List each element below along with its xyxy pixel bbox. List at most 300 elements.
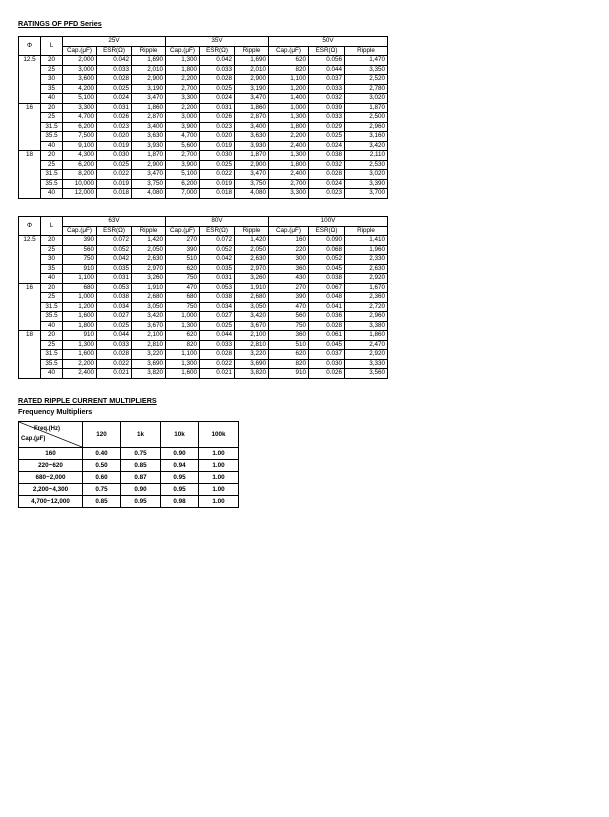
value-cell: 0.033 bbox=[97, 340, 132, 350]
value-cell: 0.045 bbox=[309, 340, 345, 350]
value-cell: 0.030 bbox=[200, 151, 235, 161]
table-row bbox=[19, 302, 388, 312]
value-cell: 220 bbox=[269, 245, 309, 255]
table-row bbox=[19, 245, 388, 255]
value-cell: 2,900 bbox=[132, 160, 166, 170]
multiplier-cell: 0.40 bbox=[83, 448, 121, 460]
value-cell: 0.052 bbox=[97, 245, 132, 255]
value-cell: 1,410 bbox=[345, 236, 388, 246]
value-cell: 1,690 bbox=[235, 56, 269, 66]
value-cell: 0.037 bbox=[309, 75, 345, 85]
value-cell: 2,630 bbox=[235, 255, 269, 265]
table-row bbox=[19, 179, 388, 189]
value-cell: 0.026 bbox=[309, 369, 345, 379]
value-cell: 10,000 bbox=[63, 179, 97, 189]
value-cell: 2,900 bbox=[132, 75, 166, 85]
value-cell: 0.072 bbox=[200, 236, 235, 246]
cap-header: Cap.(μF) bbox=[63, 46, 97, 56]
capacitance-range-cell: 4,700~12,000 bbox=[19, 496, 83, 508]
length-cell: 20 bbox=[41, 151, 63, 161]
multiplier-cell: 0.94 bbox=[161, 460, 199, 472]
value-cell: 0.021 bbox=[97, 369, 132, 379]
value-cell: 2,700 bbox=[166, 151, 200, 161]
value-cell: 360 bbox=[269, 331, 309, 341]
value-cell: 3,050 bbox=[132, 302, 166, 312]
value-cell: 3,000 bbox=[166, 113, 200, 123]
value-cell: 2,360 bbox=[345, 293, 388, 303]
ripple-multipliers-title: RATED RIPPLE CURRENT MULTIPLIERS bbox=[18, 396, 157, 405]
table-row bbox=[19, 359, 388, 369]
multiplier-cell: 0.90 bbox=[121, 484, 161, 496]
value-cell: 680 bbox=[63, 283, 97, 293]
table-row bbox=[19, 75, 388, 85]
table-row bbox=[19, 151, 388, 161]
length-cell: 40 bbox=[41, 189, 63, 199]
value-cell: 1,420 bbox=[132, 236, 166, 246]
value-cell: 430 bbox=[269, 274, 309, 284]
value-cell: 0.042 bbox=[200, 255, 235, 265]
value-cell: 3,670 bbox=[132, 321, 166, 331]
value-cell: 1,100 bbox=[63, 274, 97, 284]
value-cell: 1,910 bbox=[132, 283, 166, 293]
multiplier-cell: 0.85 bbox=[83, 496, 121, 508]
value-cell: 750 bbox=[166, 302, 200, 312]
value-cell: 2,400 bbox=[269, 141, 309, 151]
length-cell: 35.5 bbox=[41, 359, 63, 369]
length-cell: 40 bbox=[41, 141, 63, 151]
value-cell: 1,100 bbox=[269, 75, 309, 85]
value-cell: 2,530 bbox=[345, 160, 388, 170]
capacitance-range-cell: 2,200~4,300 bbox=[19, 484, 83, 496]
length-cell: 20 bbox=[41, 103, 63, 113]
value-cell: 3,470 bbox=[235, 170, 269, 180]
value-cell: 2,680 bbox=[132, 293, 166, 303]
length-cell: 25 bbox=[41, 245, 63, 255]
value-cell: 6,200 bbox=[63, 160, 97, 170]
value-cell: 1,910 bbox=[235, 283, 269, 293]
ratings-table-high-voltage bbox=[18, 216, 388, 379]
value-cell: 0.027 bbox=[200, 312, 235, 322]
voltage-header: 80V bbox=[166, 217, 269, 227]
diameter-cell: 18 bbox=[19, 151, 41, 199]
table-row bbox=[19, 283, 388, 293]
value-cell: 7,500 bbox=[63, 132, 97, 142]
value-cell: 0.052 bbox=[309, 255, 345, 265]
length-cell: 40 bbox=[41, 94, 63, 104]
value-cell: 0.035 bbox=[97, 264, 132, 274]
table-row bbox=[19, 369, 388, 379]
length-cell: 31.5 bbox=[41, 350, 63, 360]
value-cell: 3,470 bbox=[132, 94, 166, 104]
table-row bbox=[19, 255, 388, 265]
value-cell: 3,900 bbox=[166, 160, 200, 170]
table-row bbox=[19, 472, 239, 484]
value-cell: 3,820 bbox=[235, 369, 269, 379]
value-cell: 0.038 bbox=[309, 151, 345, 161]
value-cell: 3,600 bbox=[63, 75, 97, 85]
voltage-header: 25V bbox=[63, 37, 166, 47]
value-cell: 0.028 bbox=[309, 321, 345, 331]
value-cell: 2,960 bbox=[345, 312, 388, 322]
value-cell: 0.027 bbox=[97, 312, 132, 322]
value-cell: 4,080 bbox=[132, 189, 166, 199]
esr-header: ESR(Ω) bbox=[200, 46, 235, 56]
value-cell: 0.026 bbox=[200, 113, 235, 123]
value-cell: 750 bbox=[63, 255, 97, 265]
value-cell: 0.031 bbox=[97, 103, 132, 113]
multiplier-cell: 0.98 bbox=[161, 496, 199, 508]
value-cell: 2,400 bbox=[63, 369, 97, 379]
ripple-header: Ripple bbox=[235, 226, 269, 236]
value-cell: 0.053 bbox=[200, 283, 235, 293]
value-cell: 4,700 bbox=[166, 132, 200, 142]
value-cell: 0.033 bbox=[97, 65, 132, 75]
table-row bbox=[19, 84, 388, 94]
value-cell: 2,000 bbox=[63, 56, 97, 66]
length-cell: 35 bbox=[41, 84, 63, 94]
value-cell: 1,860 bbox=[235, 103, 269, 113]
length-cell: 25 bbox=[41, 113, 63, 123]
diameter-cell: 16 bbox=[19, 283, 41, 331]
value-cell: 0.029 bbox=[309, 122, 345, 132]
value-cell: 1,100 bbox=[166, 350, 200, 360]
value-cell: 3,420 bbox=[345, 141, 388, 151]
value-cell: 2,010 bbox=[132, 65, 166, 75]
value-cell: 390 bbox=[269, 293, 309, 303]
value-cell: 0.033 bbox=[200, 65, 235, 75]
freq-header: 100k bbox=[199, 422, 239, 448]
value-cell: 2,700 bbox=[269, 179, 309, 189]
value-cell: 0.038 bbox=[97, 293, 132, 303]
value-cell: 0.034 bbox=[97, 302, 132, 312]
value-cell: 2,870 bbox=[132, 113, 166, 123]
value-cell: 0.030 bbox=[97, 151, 132, 161]
table-row bbox=[19, 160, 388, 170]
value-cell: 3,630 bbox=[235, 132, 269, 142]
value-cell: 0.068 bbox=[309, 245, 345, 255]
value-cell: 560 bbox=[269, 312, 309, 322]
length-cell: 30 bbox=[41, 255, 63, 265]
multiplier-cell: 0.95 bbox=[121, 496, 161, 508]
value-cell: 3,930 bbox=[132, 141, 166, 151]
value-cell: 680 bbox=[166, 293, 200, 303]
length-cell: 25 bbox=[41, 340, 63, 350]
value-cell: 0.019 bbox=[97, 141, 132, 151]
value-cell: 0.020 bbox=[200, 132, 235, 142]
frequency-multipliers-table bbox=[18, 421, 239, 508]
value-cell: 0.026 bbox=[97, 113, 132, 123]
table-row bbox=[19, 113, 388, 123]
value-cell: 2,720 bbox=[345, 302, 388, 312]
multiplier-cell: 0.87 bbox=[121, 472, 161, 484]
table-row bbox=[19, 448, 239, 460]
table-row bbox=[19, 122, 388, 132]
cap-axis-label: Cap.(μF) bbox=[21, 436, 46, 442]
voltage-header: 100V bbox=[269, 217, 388, 227]
value-cell: 0.023 bbox=[309, 189, 345, 199]
value-cell: 4,700 bbox=[63, 113, 97, 123]
table-row bbox=[19, 340, 388, 350]
value-cell: 3,350 bbox=[345, 65, 388, 75]
value-cell: 620 bbox=[166, 264, 200, 274]
value-cell: 910 bbox=[63, 264, 97, 274]
value-cell: 0.024 bbox=[309, 179, 345, 189]
value-cell: 0.018 bbox=[200, 189, 235, 199]
value-cell: 0.020 bbox=[97, 132, 132, 142]
voltage-header: 63V bbox=[63, 217, 166, 227]
value-cell: 1,400 bbox=[269, 94, 309, 104]
esr-header: ESR(Ω) bbox=[309, 226, 345, 236]
value-cell: 0.056 bbox=[309, 56, 345, 66]
value-cell: 0.036 bbox=[309, 312, 345, 322]
value-cell: 620 bbox=[269, 350, 309, 360]
ripple-header: Ripple bbox=[132, 226, 166, 236]
multiplier-cell: 0.95 bbox=[161, 472, 199, 484]
value-cell: 3,390 bbox=[345, 179, 388, 189]
value-cell: 0.022 bbox=[200, 359, 235, 369]
value-cell: 0.044 bbox=[309, 65, 345, 75]
value-cell: 820 bbox=[166, 340, 200, 350]
value-cell: 820 bbox=[269, 359, 309, 369]
value-cell: 1,000 bbox=[166, 312, 200, 322]
table-row bbox=[19, 56, 388, 66]
length-cell: 31.5 bbox=[41, 122, 63, 132]
value-cell: 2,920 bbox=[345, 274, 388, 284]
cap-header: Cap.(μF) bbox=[166, 46, 200, 56]
value-cell: 270 bbox=[269, 283, 309, 293]
table-row bbox=[19, 132, 388, 142]
diameter-cell: 18 bbox=[19, 331, 41, 379]
value-cell: 3,400 bbox=[235, 122, 269, 132]
value-cell: 560 bbox=[63, 245, 97, 255]
value-cell: 0.033 bbox=[200, 340, 235, 350]
value-cell: 0.023 bbox=[200, 122, 235, 132]
value-cell: 0.022 bbox=[200, 170, 235, 180]
ripple-header: Ripple bbox=[235, 46, 269, 56]
value-cell: 2,970 bbox=[132, 264, 166, 274]
value-cell: 0.028 bbox=[309, 170, 345, 180]
value-cell: 0.034 bbox=[200, 302, 235, 312]
value-cell: 9,100 bbox=[63, 141, 97, 151]
value-cell: 0.072 bbox=[97, 236, 132, 246]
value-cell: 3,700 bbox=[345, 189, 388, 199]
length-cell: 20 bbox=[41, 56, 63, 66]
value-cell: 1,800 bbox=[63, 321, 97, 331]
value-cell: 0.028 bbox=[200, 350, 235, 360]
table-row bbox=[19, 496, 239, 508]
value-cell: 2,200 bbox=[166, 75, 200, 85]
table-row bbox=[19, 141, 388, 151]
value-cell: 3,750 bbox=[132, 179, 166, 189]
value-cell: 3,300 bbox=[166, 94, 200, 104]
value-cell: 2,500 bbox=[345, 113, 388, 123]
value-cell: 0.028 bbox=[200, 75, 235, 85]
esr-header: ESR(Ω) bbox=[200, 226, 235, 236]
value-cell: 5,600 bbox=[166, 141, 200, 151]
value-cell: 3,300 bbox=[269, 189, 309, 199]
multiplier-cell: 0.85 bbox=[121, 460, 161, 472]
value-cell: 2,200 bbox=[63, 359, 97, 369]
length-cell: 20 bbox=[41, 331, 63, 341]
value-cell: 390 bbox=[63, 236, 97, 246]
frequency-multipliers-title: Frequency Multipliers bbox=[18, 407, 93, 416]
value-cell: 0.030 bbox=[309, 359, 345, 369]
ripple-header: Ripple bbox=[132, 46, 166, 56]
value-cell: 1,000 bbox=[269, 103, 309, 113]
value-cell: 0.025 bbox=[97, 84, 132, 94]
value-cell: 0.019 bbox=[200, 141, 235, 151]
table-row bbox=[19, 350, 388, 360]
freq-header: 1k bbox=[121, 422, 161, 448]
table-row bbox=[19, 236, 388, 246]
value-cell: 0.037 bbox=[309, 350, 345, 360]
value-cell: 2,630 bbox=[132, 255, 166, 265]
value-cell: 3,820 bbox=[132, 369, 166, 379]
value-cell: 1,600 bbox=[63, 312, 97, 322]
length-cell: 25 bbox=[41, 160, 63, 170]
value-cell: 0.044 bbox=[97, 331, 132, 341]
value-cell: 1,670 bbox=[345, 283, 388, 293]
value-cell: 4,200 bbox=[63, 84, 97, 94]
value-cell: 1,860 bbox=[345, 331, 388, 341]
value-cell: 0.038 bbox=[309, 274, 345, 284]
value-cell: 0.024 bbox=[97, 94, 132, 104]
value-cell: 0.090 bbox=[309, 236, 345, 246]
value-cell: 0.061 bbox=[309, 331, 345, 341]
table-row bbox=[19, 103, 388, 113]
value-cell: 0.044 bbox=[200, 331, 235, 341]
diameter-cell: 16 bbox=[19, 103, 41, 151]
value-cell: 0.031 bbox=[200, 103, 235, 113]
value-cell: 0.019 bbox=[97, 179, 132, 189]
value-cell: 3,000 bbox=[63, 65, 97, 75]
value-cell: 1,300 bbox=[166, 321, 200, 331]
value-cell: 1,300 bbox=[269, 113, 309, 123]
value-cell: 0.024 bbox=[309, 141, 345, 151]
value-cell: 2,920 bbox=[345, 350, 388, 360]
value-cell: 2,780 bbox=[345, 84, 388, 94]
cap-header: Cap.(μF) bbox=[269, 46, 309, 56]
value-cell: 3,900 bbox=[166, 122, 200, 132]
value-cell: 1,800 bbox=[166, 65, 200, 75]
length-header: L bbox=[41, 217, 63, 236]
table-row bbox=[19, 65, 388, 75]
value-cell: 470 bbox=[166, 283, 200, 293]
value-cell: 3,260 bbox=[132, 274, 166, 284]
value-cell: 2,400 bbox=[269, 170, 309, 180]
value-cell: 0.052 bbox=[200, 245, 235, 255]
multiplier-cell: 1.00 bbox=[199, 460, 239, 472]
value-cell: 0.022 bbox=[97, 170, 132, 180]
multiplier-cell: 0.90 bbox=[161, 448, 199, 460]
value-cell: 1,870 bbox=[345, 103, 388, 113]
ratings-table-low-voltage bbox=[18, 36, 388, 199]
value-cell: 0.053 bbox=[97, 283, 132, 293]
length-header: L bbox=[41, 37, 63, 56]
value-cell: 8,200 bbox=[63, 170, 97, 180]
multiplier-cell: 1.00 bbox=[199, 484, 239, 496]
capacitance-range-cell: 220~620 bbox=[19, 460, 83, 472]
value-cell: 0.031 bbox=[200, 274, 235, 284]
value-cell: 0.018 bbox=[97, 189, 132, 199]
table-row bbox=[19, 460, 239, 472]
value-cell: 3,690 bbox=[235, 359, 269, 369]
length-cell: 35.5 bbox=[41, 132, 63, 142]
phi-header: Φ bbox=[19, 37, 41, 56]
value-cell: 0.022 bbox=[97, 359, 132, 369]
esr-header: ESR(Ω) bbox=[97, 46, 132, 56]
value-cell: 2,330 bbox=[345, 255, 388, 265]
value-cell: 3,560 bbox=[345, 369, 388, 379]
value-cell: 2,050 bbox=[132, 245, 166, 255]
freq-header: 10k bbox=[161, 422, 199, 448]
value-cell: 0.025 bbox=[309, 132, 345, 142]
value-cell: 2,200 bbox=[269, 132, 309, 142]
length-cell: 35 bbox=[41, 264, 63, 274]
value-cell: 0.024 bbox=[200, 94, 235, 104]
diameter-cell: 12.5 bbox=[19, 236, 41, 284]
diameter-cell: 12.5 bbox=[19, 56, 41, 104]
value-cell: 2,470 bbox=[345, 340, 388, 350]
value-cell: 1,690 bbox=[132, 56, 166, 66]
value-cell: 0.042 bbox=[97, 56, 132, 66]
length-cell: 40 bbox=[41, 321, 63, 331]
value-cell: 3,300 bbox=[63, 103, 97, 113]
value-cell: 2,010 bbox=[235, 65, 269, 75]
value-cell: 2,700 bbox=[166, 84, 200, 94]
value-cell: 3,190 bbox=[235, 84, 269, 94]
value-cell: 1,300 bbox=[63, 340, 97, 350]
value-cell: 1,600 bbox=[63, 350, 97, 360]
value-cell: 1,200 bbox=[63, 302, 97, 312]
value-cell: 0.025 bbox=[97, 160, 132, 170]
value-cell: 1,470 bbox=[345, 56, 388, 66]
esr-header: ESR(Ω) bbox=[97, 226, 132, 236]
value-cell: 0.033 bbox=[309, 84, 345, 94]
length-cell: 20 bbox=[41, 283, 63, 293]
value-cell: 3,260 bbox=[235, 274, 269, 284]
table-row bbox=[19, 321, 388, 331]
length-cell: 25 bbox=[41, 293, 63, 303]
value-cell: 3,470 bbox=[132, 170, 166, 180]
value-cell: 1,870 bbox=[235, 151, 269, 161]
value-cell: 1,300 bbox=[166, 56, 200, 66]
value-cell: 3,750 bbox=[235, 179, 269, 189]
table-row bbox=[19, 274, 388, 284]
ratings-title: RATINGS OF PFD Series bbox=[18, 19, 102, 28]
value-cell: 0.028 bbox=[97, 75, 132, 85]
value-cell: 510 bbox=[269, 340, 309, 350]
multiplier-cell: 0.60 bbox=[83, 472, 121, 484]
value-cell: 390 bbox=[166, 245, 200, 255]
value-cell: 2,110 bbox=[345, 151, 388, 161]
value-cell: 3,380 bbox=[345, 321, 388, 331]
table-row bbox=[19, 264, 388, 274]
multiplier-cell: 1.00 bbox=[199, 448, 239, 460]
value-cell: 0.067 bbox=[309, 283, 345, 293]
value-cell: 2,900 bbox=[235, 75, 269, 85]
value-cell: 2,870 bbox=[235, 113, 269, 123]
value-cell: 3,160 bbox=[345, 132, 388, 142]
length-cell: 30 bbox=[41, 75, 63, 85]
value-cell: 3,050 bbox=[235, 302, 269, 312]
table-row bbox=[19, 293, 388, 303]
value-cell: 0.032 bbox=[309, 160, 345, 170]
value-cell: 3,020 bbox=[345, 170, 388, 180]
value-cell: 0.031 bbox=[97, 274, 132, 284]
value-cell: 2,200 bbox=[166, 103, 200, 113]
value-cell: 2,680 bbox=[235, 293, 269, 303]
